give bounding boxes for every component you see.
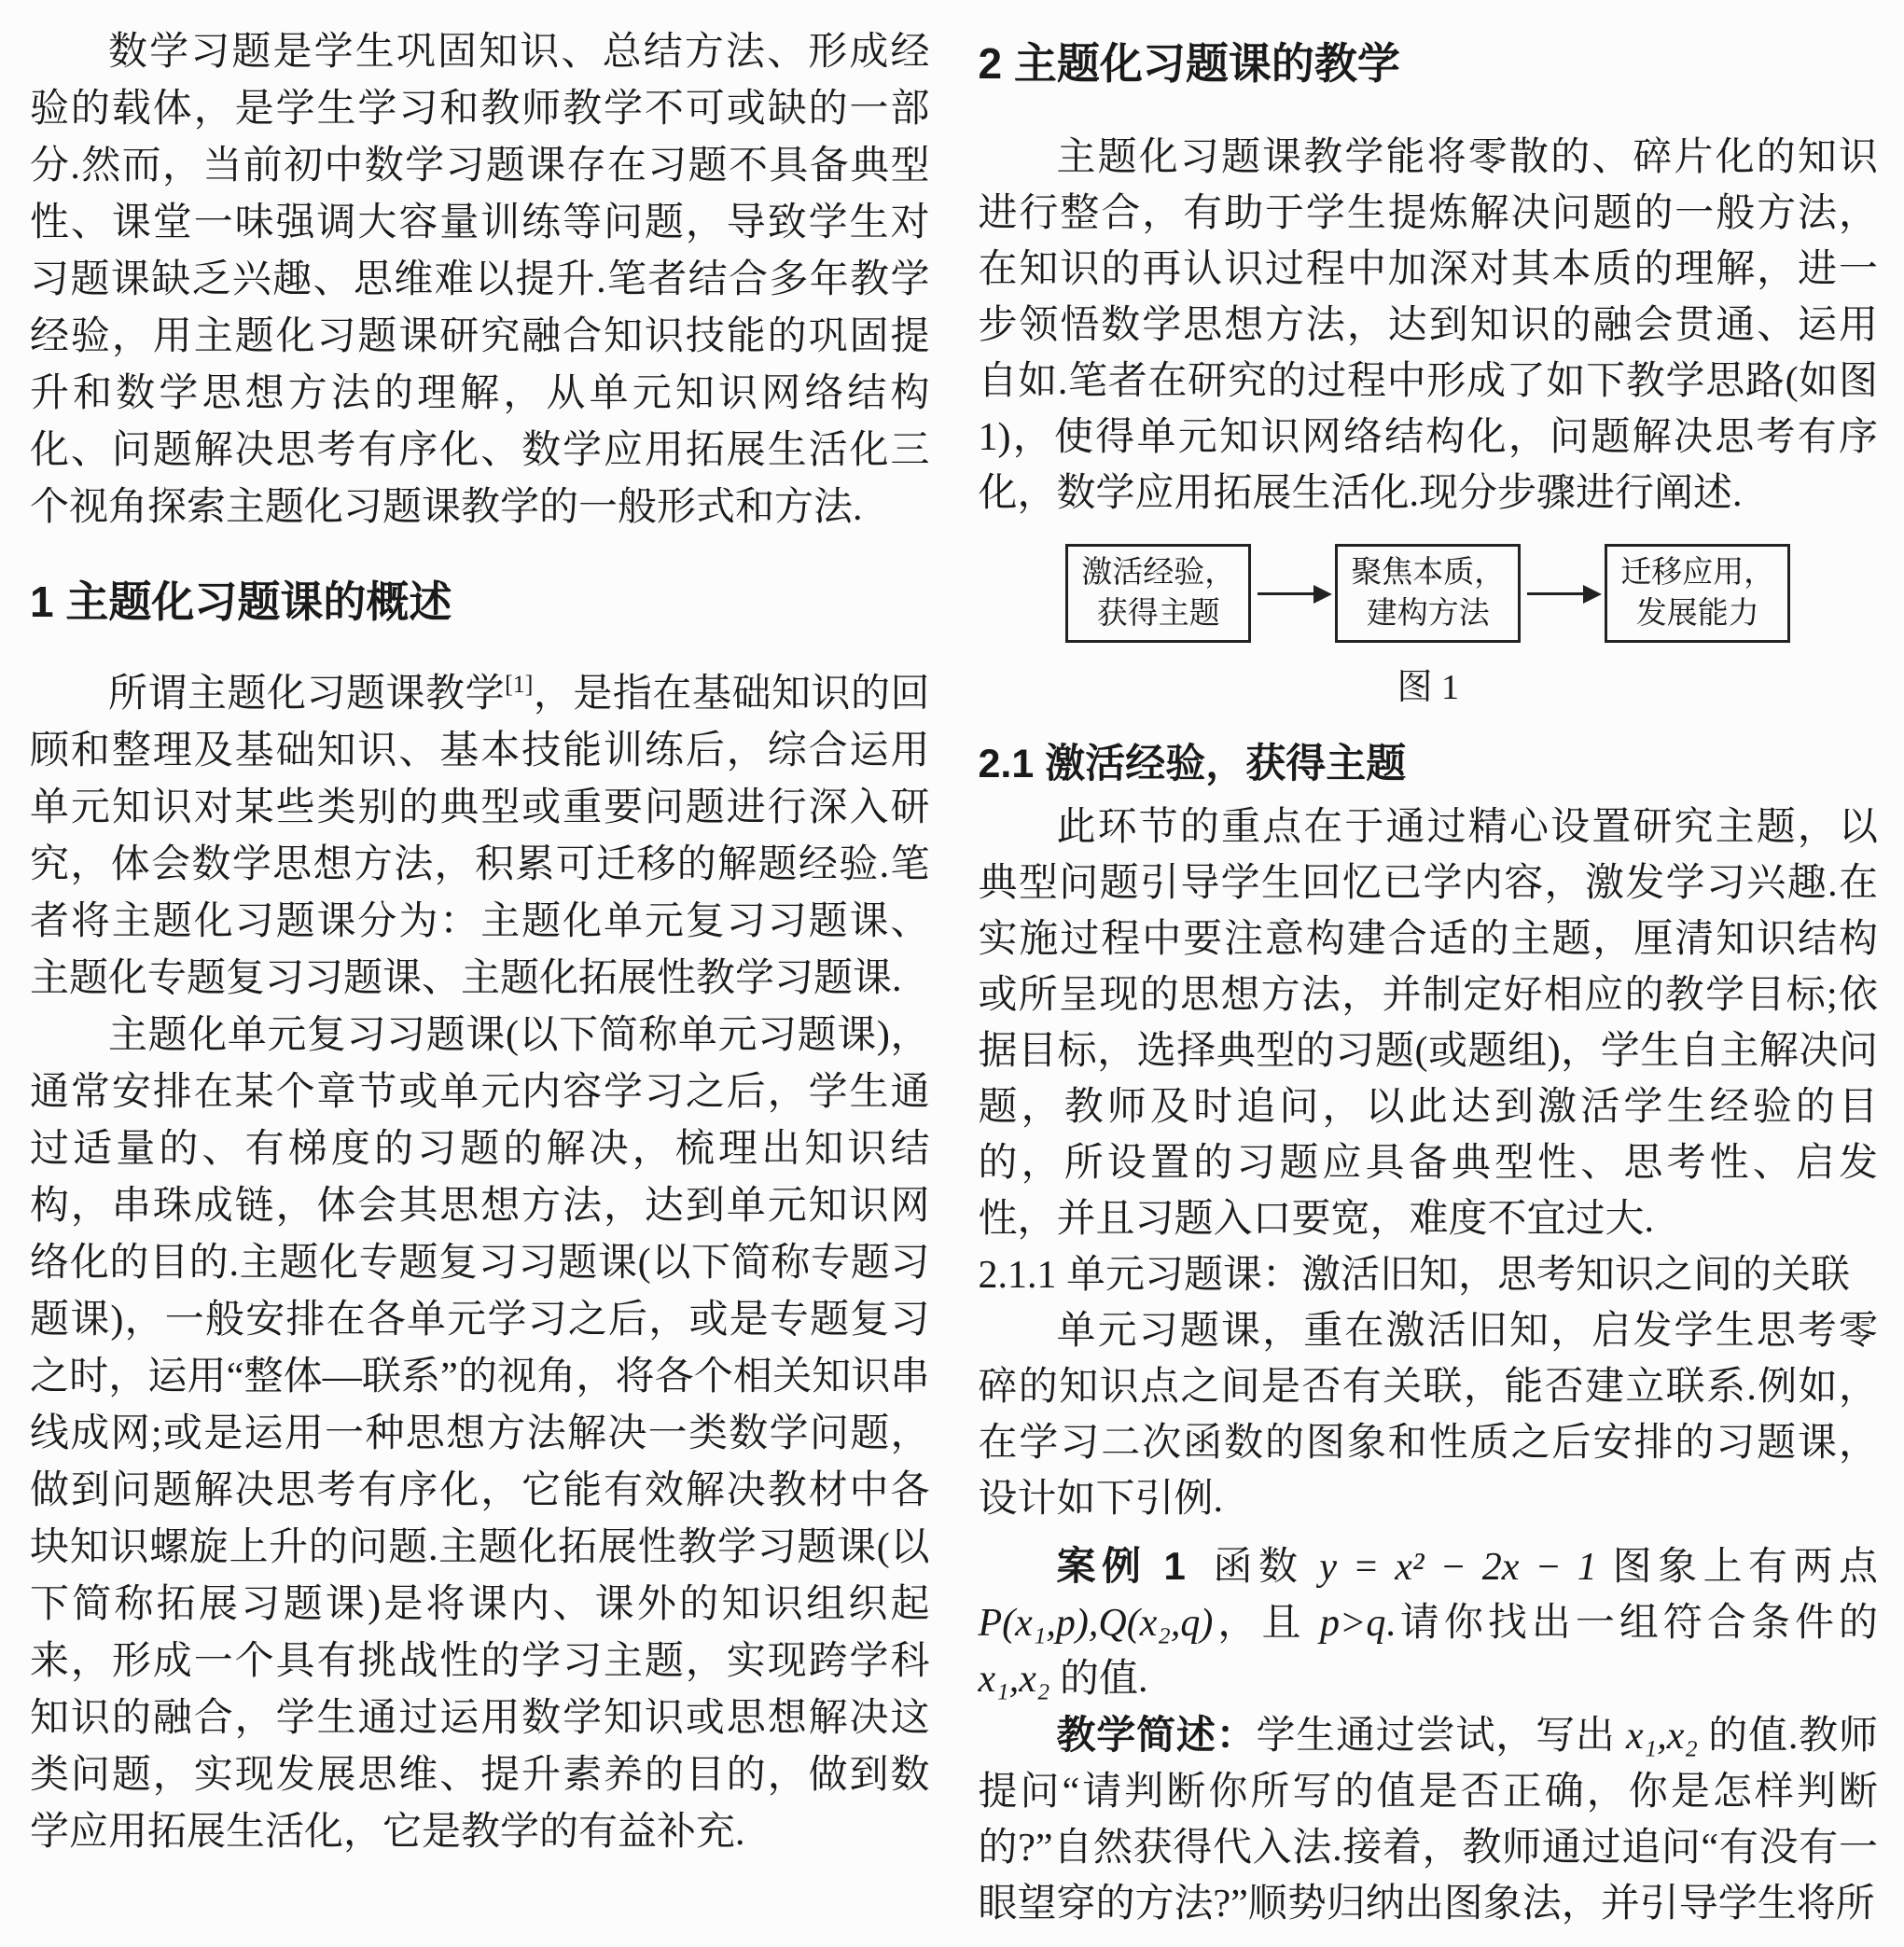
case1-variables: x₁,x₂	[978, 1658, 1050, 1701]
figure1-box-activate-experience	[1065, 544, 1251, 643]
case1-seg3: ，且	[1213, 1602, 1320, 1645]
citation-ref-1: [1]	[505, 671, 534, 698]
figure1-flow-diagram	[979, 544, 1879, 643]
figure1-box1-line1: 激活经验，	[1081, 556, 1236, 590]
case1-seg2: 图象上有两点	[1596, 1546, 1878, 1589]
overview-p1-text: 所谓主题化习题课教学	[108, 673, 506, 716]
overview-paragraph-1	[30, 666, 930, 1008]
figure1-box1-line2: 获得主题	[1096, 597, 1220, 631]
left-column	[30, 24, 930, 1947]
figure1-box3-line2: 发展能力	[1635, 597, 1759, 631]
case1-paragraph	[979, 1538, 1879, 1707]
figure1-box2-line1: 聚焦本质，	[1351, 556, 1506, 590]
intro-paragraph: 数学习题是学生巩固知识、总结方法、形成经验的载体，是学生学习和教师教学不可或缺的一部分.然而，当前初中数学习题课存在习题不具备典型性、课堂一味强调大容量训练等问题，导致学生对习题课缺乏兴趣、思维难以提升.笔者结合多年教学经验，用主题化习题课研究融合知识技能的巩固提升和数学思想方法的理解，从单元知识网络结构化、问题解决思考有序化、数学应用拓展生活化三个视角探索主题化习题课教学的一般形式和方法.	[30, 31, 930, 529]
right-column	[979, 24, 1879, 1947]
figure1-box2-line2: 建构方法	[1366, 597, 1490, 631]
figure1-caption: 图 1	[1397, 668, 1459, 707]
teaching-summary-paragraph	[979, 1707, 1879, 1932]
teaching-seg2: 的值.教师提问“请判断你所写的值是否正确，你是怎样判断的?”自然获得代入法.接着，教师通过追问“有没有一眼望穿的方法?”顺势归纳出图象法，并引导学生将所	[978, 1715, 1878, 1926]
figure1-box3-line1: 迁移应用，	[1620, 556, 1775, 590]
overview-p1-continuation: ，是指在基础知识的回顾和整理及基础知识、基本技能训练后，综合运用单元知识对某些类别的典型或重要问题进行深入研究，体会数学思想方法，积累可迁移的解题经验.笔者将主题化习题课分为：主题化单元复习习题课、主题化专题复习习题课、主题化拓展性教学习题课.	[30, 673, 930, 1000]
case1-seg5: 的值.	[1049, 1658, 1148, 1701]
figure1-box-focus-essence	[1335, 544, 1521, 643]
figure1-box-transfer-apply	[1605, 544, 1790, 643]
case1-formula: y = x² − 2x − 1	[1319, 1546, 1597, 1589]
section21-paragraph: 此环节的重点在于通过精心设置研究主题，以典型问题引导学生回忆已学内容，激发学习兴趣.在实施过程中要注意构建合适的主题，厘清知识结构或所呈现的思想方法，并制定好相应的教学目标;依据目标，选择典型的习题(或题组)，学生自主解决问题，教师及时追问，以此达到激活学生经验的目的，所设置的习题应具备典型性、思考性、启发性，并且习题入口要宽，难度不宜过大.	[978, 806, 1878, 1241]
section211-paragraph: 单元习题课，重在激活旧知，启发学生思考零碎的知识点之间是否有关联，能否建立联系.例如，在学习二次函数的图象和性质之后安排的习题课，设计如下引例.	[978, 1310, 1878, 1521]
case1-label: 案例 1	[1056, 1544, 1186, 1588]
section21-heading: 2.1 激活经验，获得主题	[978, 742, 1407, 786]
section1-heading: 1 主题化习题课的概述	[30, 577, 452, 626]
section211-heading: 2.1.1 单元习题课：激活旧知，思考知识之间的关联	[978, 1254, 1851, 1297]
case1-seg1: 函数	[1207, 1546, 1320, 1589]
case1-points: P(x₁,p),Q(x₂,q)	[978, 1602, 1214, 1645]
arrow-right-icon	[1527, 592, 1598, 595]
section2-heading: 2 主题化习题课的教学	[978, 39, 1400, 88]
teaching-summary-label: 教学简述：	[1056, 1713, 1257, 1757]
case1-seg4: .请你找出一组符合条件的	[1385, 1602, 1878, 1645]
section2-intro-paragraph: 主题化习题课教学能将零散的、碎片化的知识进行整合，有助于学生提炼解决问题的一般方法，在知识的再认识过程中加深对其本质的理解，进一步领悟数学思想方法，达到知识的融会贯通、运用自如.笔者在研究的过程中形成了如下教学思路(如图 1)，使得单元知识网络结构化，问题解决思考有序化，数学应用拓展生活化.现分步骤进行阐述.	[978, 136, 1878, 515]
case1-inequality: p>q	[1319, 1602, 1386, 1645]
arrow-right-icon	[1258, 592, 1328, 595]
overview-paragraph-2: 主题化单元复习习题课(以下简称单元习题课)，通常安排在某个章节或单元内容学习之后，学生通过适量的、有梯度的习题的解决，梳理出知识结构，串珠成链，体会其思想方法，达到单元知识网络化的目的.主题化专题复习习题课(以下简称专题习题课)，一般安排在各单元学习之后，或是专题复习之时，运用“整体—联系”的视角，将各个相关知识串线成网;或是运用一种思想方法解决一类数学问题，做到问题解决思考有序化，它能有效解决教材中各块知识螺旋上升的问题.主题化拓展性教学习题课(以下简称拓展习题课)是将课内、课外的知识组织起来，形成一个具有挑战性的学习主题，实现跨学科知识的融合，学生通过运用数学知识或思想解决这类问题，实现发展思维、提升素养的目的，做到数学应用拓展生活化，它是教学的有益补充.	[30, 1014, 930, 1854]
teaching-variables: x₁,x₂	[1625, 1715, 1698, 1758]
teaching-seg1: 学生通过尝试，写出	[1256, 1715, 1626, 1758]
